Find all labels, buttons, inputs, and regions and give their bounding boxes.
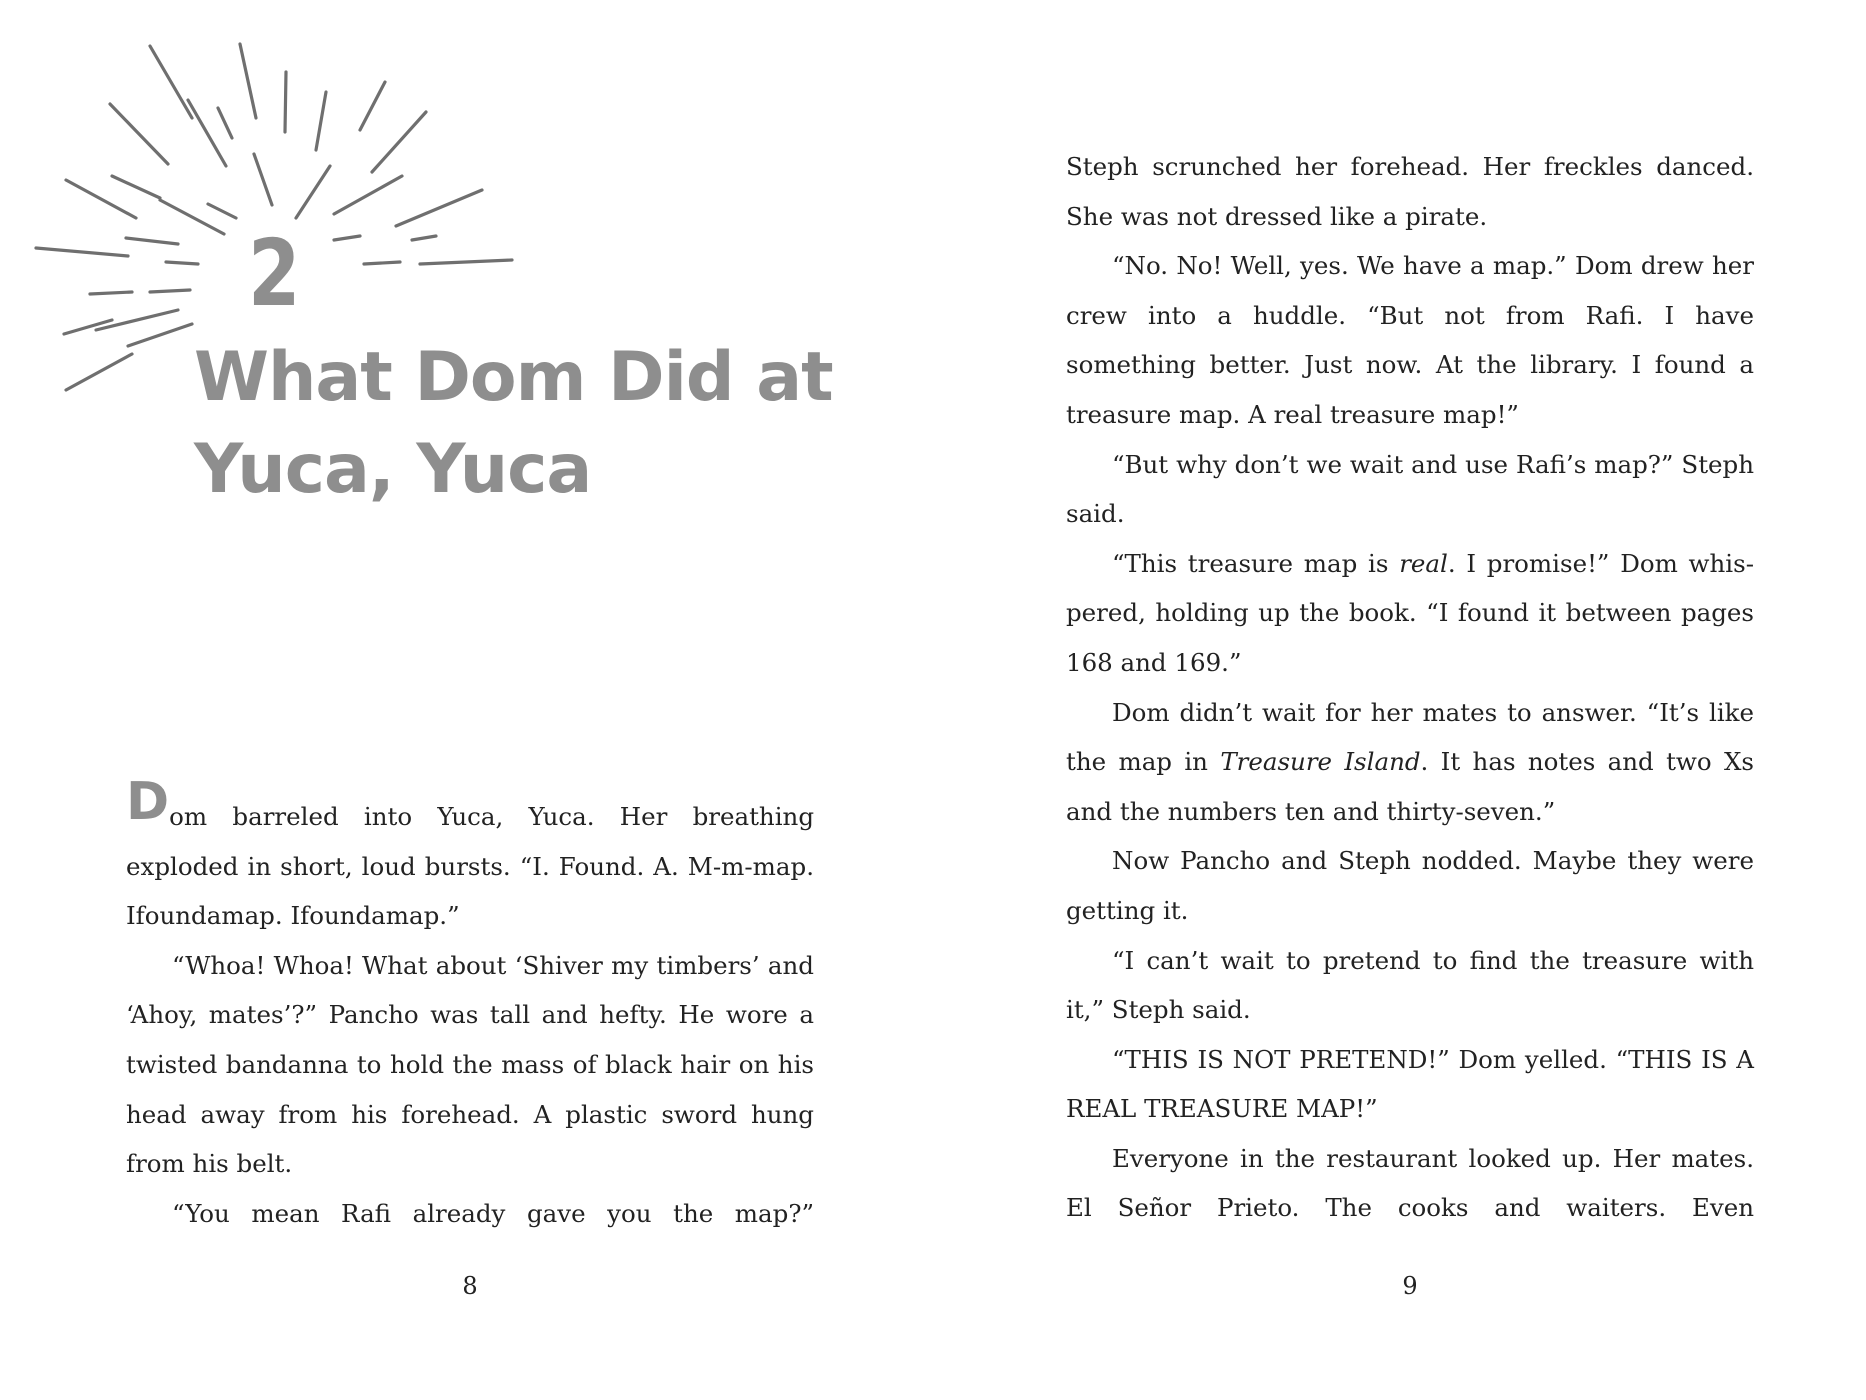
chapter-title-line-1: What Dom Did at [194,338,833,417]
paragraph-6: Now Pancho and Steph nodded. Maybe they were getting it. [1066,846,1754,925]
paragraph-3: “But why don’t we wait and use Rafi’s map?” Steph said. [1066,449,1754,529]
chapter-number: 2 [248,220,301,327]
paragraph-5-b: . It has notes and two Xs and the numbers ten and thirty-seven.” [1066,747,1754,826]
paragraph-4-emphasis: real [1399,548,1448,578]
chapter-title [194,332,834,516]
drop-cap: D [126,772,170,832]
paragraph-4-b: . I promise!” Dom whispered, holding up the book. “I found it between pages 168 and 169.” [1066,548,1754,677]
paragraph-5-emphasis: Treasure Island [1220,747,1421,777]
left-page-body [126,772,814,1238]
right-page-body [1066,142,1754,1233]
paragraph-3: “You mean Rafi already gave you the map?” [172,1198,814,1228]
paragraph-7: “I can’t wait to pretend to find the treasure with it,” Steph said. [1066,945,1754,1025]
paragraph-8: “THIS IS NOT PRETEND!” Dom yelled. “THIS IS A REAL TREASURE MAP!” [1066,1044,1754,1124]
page-number-left: 8 [462,1272,478,1300]
paragraph-2: “Whoa! Whoa! What about ‘Shiver my timbers’ and ‘Ahoy, mates’?” Pancho was tall and hefty. He wore a twisted bandanna to hold the mass of black hair on his head away from his forehead. A plastic sword hung from his belt. [126,950,814,1179]
paragraph-5 [1066,688,1754,837]
paragraph-5-a: Dom didn’t wait for her mates to answer. “It’s like the map in [1066,697,1754,777]
paragraph-9: Everyone in the restaurant looked up. Her mates. El Señor Prieto. The cooks and waiters. Even [1066,1143,1754,1223]
page-number-right: 9 [1402,1272,1418,1300]
paragraph-1: Steph scrunched her forehead. Her freckles danced. She was not dressed like a pirate. [1066,152,1754,231]
paragraph-4-a: “This treasure map is [1112,548,1400,578]
paragraph-1-text: om barreled into Yuca, Yuca. Her breathing exploded in short, loud bursts. “I. Found. A. M-m-map. Ifoundamap. Ifoundamap.” [126,802,814,931]
paragraph-1 [126,772,814,941]
right-page [933,0,1866,1400]
paragraph-4 [1066,539,1754,688]
paragraph-2: “No. No! Well, yes. We have a map.” Dom drew her crew into a huddle. “But not from Rafi. I have something better. Just now. At the library. I found a treasure map. A real treasure map!” [1066,251,1754,429]
chapter-title-line-2: Yuca, Yuca [194,430,592,509]
